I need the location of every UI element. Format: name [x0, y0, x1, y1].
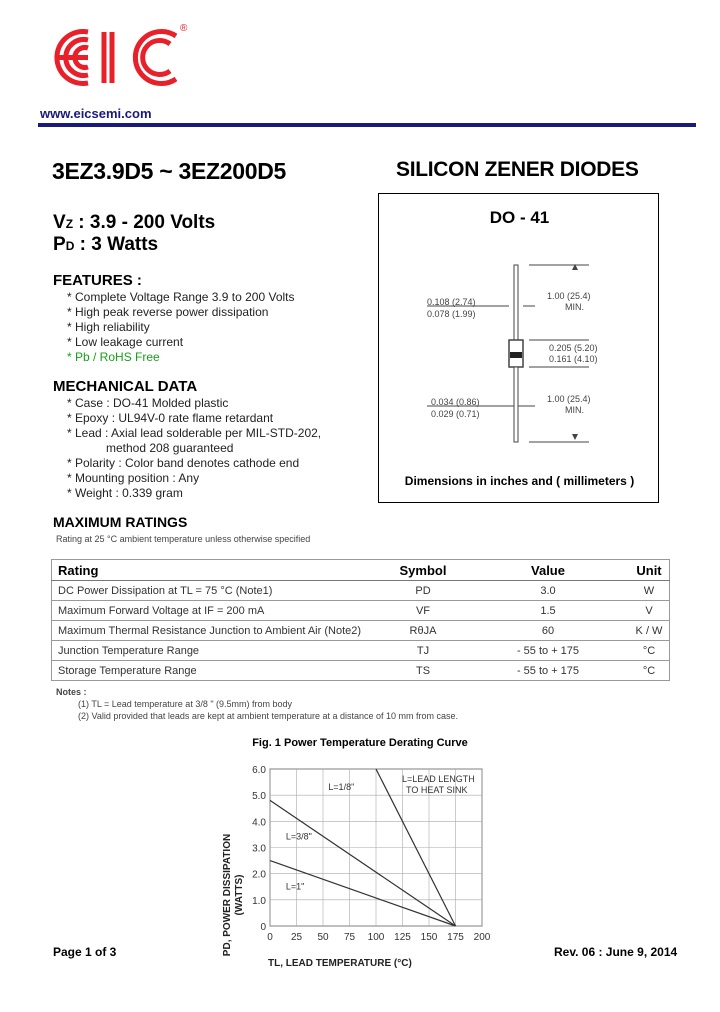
cell-value: - 55 to + 175 — [467, 641, 629, 661]
note-item: (1) TL = Lead temperature at 3/8 " (9.5mm) from body — [78, 699, 293, 709]
list-item: * Complete Voltage Range 3.9 to 200 Volts — [67, 290, 295, 304]
y-tick-label: 1.0 — [252, 895, 266, 907]
list-item: * High peak reverse power dissipation — [67, 305, 269, 319]
website-url[interactable]: www.eicsemi.com — [40, 106, 152, 121]
column-header: Rating — [52, 560, 380, 581]
table-row — [52, 661, 670, 681]
dim-body-dia-b: 0.078 (1.99) — [427, 309, 476, 319]
list-item: * Mounting position : Any — [67, 471, 200, 485]
cell-value: 60 — [467, 621, 629, 641]
dim-lead-len-bot: 1.00 (25.4) — [547, 394, 591, 404]
page-number: Page 1 of 3 — [53, 945, 117, 959]
list-item: * Polarity : Color band denotes cathode end — [67, 456, 300, 470]
series-label-3-8: L=3/8" — [285, 831, 312, 842]
cell-unit: W — [629, 581, 670, 601]
x-tick-label: 75 — [343, 932, 356, 943]
y-tick-label: 6.0 — [252, 765, 266, 776]
package-drawing-box — [378, 193, 659, 503]
cell-rating: Maximum Thermal Resistance Junction to Ambient Air (Note2) — [52, 621, 380, 641]
x-tick-label: 175 — [447, 932, 464, 943]
series-label-1: L=1" — [285, 881, 305, 892]
y-tick-label: 5.0 — [252, 791, 266, 803]
ratings-table — [51, 559, 670, 681]
cell-symbol: RθJA — [379, 621, 467, 641]
dim-body-len-b: 0.161 (4.10) — [549, 354, 598, 364]
column-header: Value — [467, 560, 629, 581]
note-item: (2) Valid provided that leads are kept at ambient temperature at a distance of 10 mm from case. — [78, 711, 459, 721]
package-name: DO - 41 — [489, 208, 550, 227]
x-tick-label: 125 — [394, 932, 411, 943]
cell-unit: K / W — [629, 621, 670, 641]
table-row — [52, 581, 670, 601]
series-line-2 — [270, 800, 456, 926]
product-subtitle: SILICON ZENER DIODES — [396, 158, 639, 181]
y-tick-label: 4.0 — [252, 817, 266, 829]
header-rule — [38, 123, 696, 127]
notes-heading: Notes : — [56, 687, 87, 697]
features-heading: FEATURES : — [53, 272, 142, 289]
notes-block — [56, 686, 458, 722]
cell-unit: °C — [629, 661, 670, 681]
x-tick-label: 50 — [317, 932, 329, 943]
mechanical-heading: MECHANICAL DATA — [53, 378, 198, 395]
vz-spec: VZ : 3.9 - 200 Volts — [53, 212, 216, 233]
legend-line-1: L=LEAD LENGTH — [402, 774, 475, 784]
pd-spec: PD : 3 Watts — [53, 234, 159, 255]
derating-chart — [200, 755, 510, 970]
list-item: * Low leakage current — [67, 335, 184, 349]
part-number-title: 3EZ3.9D5 ~ 3EZ200D5 — [52, 158, 287, 184]
x-tick-label: 100 — [367, 932, 385, 943]
dim-lead-dia-a: 0.034 (0.86) — [431, 397, 480, 407]
y-tick-label: 3.0 — [252, 843, 266, 855]
ratings-heading: MAXIMUM RATINGS — [53, 514, 188, 530]
cell-symbol: TS — [379, 661, 467, 681]
cell-value: - 55 to + 175 — [467, 661, 629, 681]
x-axis-label: TL, LEAD TEMPERATURE (°C) — [268, 958, 412, 969]
cell-unit: °C — [629, 641, 670, 661]
y-axis-label-2: (WATTS) — [234, 874, 245, 916]
registered-mark: ® — [180, 23, 188, 34]
cell-symbol: TJ — [379, 641, 467, 661]
cell-rating: DC Power Dissipation at TL = 75 °C (Note1) — [52, 581, 380, 601]
list-item: * Weight : 0.339 gram — [67, 486, 183, 500]
list-item: * High reliability — [67, 320, 150, 334]
column-header: Unit — [629, 560, 670, 581]
list-item: * Pb / RoHS Free — [67, 350, 160, 364]
y-tick-label: 2.0 — [252, 869, 266, 881]
cell-symbol: VF — [379, 601, 467, 621]
cell-value: 3.0 — [467, 581, 629, 601]
dim-lead-len-top: 1.00 (25.4) — [547, 291, 591, 301]
dimensions-note: Dimensions in inches and ( millimeters ) — [404, 474, 635, 488]
dim-body-dia-a: 0.108 (2.74) — [427, 297, 476, 307]
table-header-row — [52, 560, 670, 581]
x-tick-label: 200 — [473, 932, 491, 943]
column-header: Symbol — [379, 560, 467, 581]
eic-logo — [36, 20, 186, 95]
features-list — [67, 290, 295, 365]
list-item: method 208 guaranteed — [106, 441, 234, 455]
cell-symbol: PD — [379, 581, 467, 601]
cell-rating: Maximum Forward Voltage at IF = 200 mA — [52, 601, 380, 621]
dim-body-len-a: 0.205 (5.20) — [549, 343, 598, 353]
list-item: * Epoxy : UL94V-0 rate flame retardant — [67, 411, 274, 425]
cell-rating: Junction Temperature Range — [52, 641, 380, 661]
dim-lead-dia-b: 0.029 (0.71) — [431, 409, 480, 419]
cell-unit: V — [629, 601, 670, 621]
y-axis-label-1: PD, POWER DISSIPATION — [222, 833, 233, 957]
mechanical-list — [67, 396, 321, 501]
table-row — [52, 621, 670, 641]
table-row — [52, 641, 670, 661]
x-tick-label: 150 — [420, 932, 438, 943]
list-item: * Lead : Axial lead solderable per MIL-STD-202, — [67, 426, 322, 440]
table-row — [52, 601, 670, 621]
series-label-1-8: L=1/8" — [328, 781, 355, 792]
list-item: * Case : DO-41 Molded plastic — [67, 396, 229, 410]
ratings-note: Rating at 25 °C ambient temperature unless otherwise specified — [56, 534, 311, 544]
x-tick-label: 25 — [290, 932, 303, 943]
figure-title: Fig. 1 Power Temperature Derating Curve — [252, 737, 468, 749]
revision-date: Rev. 06 : June 9, 2014 — [554, 945, 678, 959]
x-tick-label: 0 — [267, 932, 273, 943]
dim-lead-len-top-min: MIN. — [565, 302, 584, 312]
y-tick-label: 0 — [260, 922, 266, 933]
dim-lead-len-bot-min: MIN. — [565, 405, 584, 415]
cell-rating: Storage Temperature Range — [52, 661, 380, 681]
legend-line-2: TO HEAT SINK — [406, 785, 468, 795]
package-outline-drawing — [379, 194, 660, 504]
cell-value: 1.5 — [467, 601, 629, 621]
